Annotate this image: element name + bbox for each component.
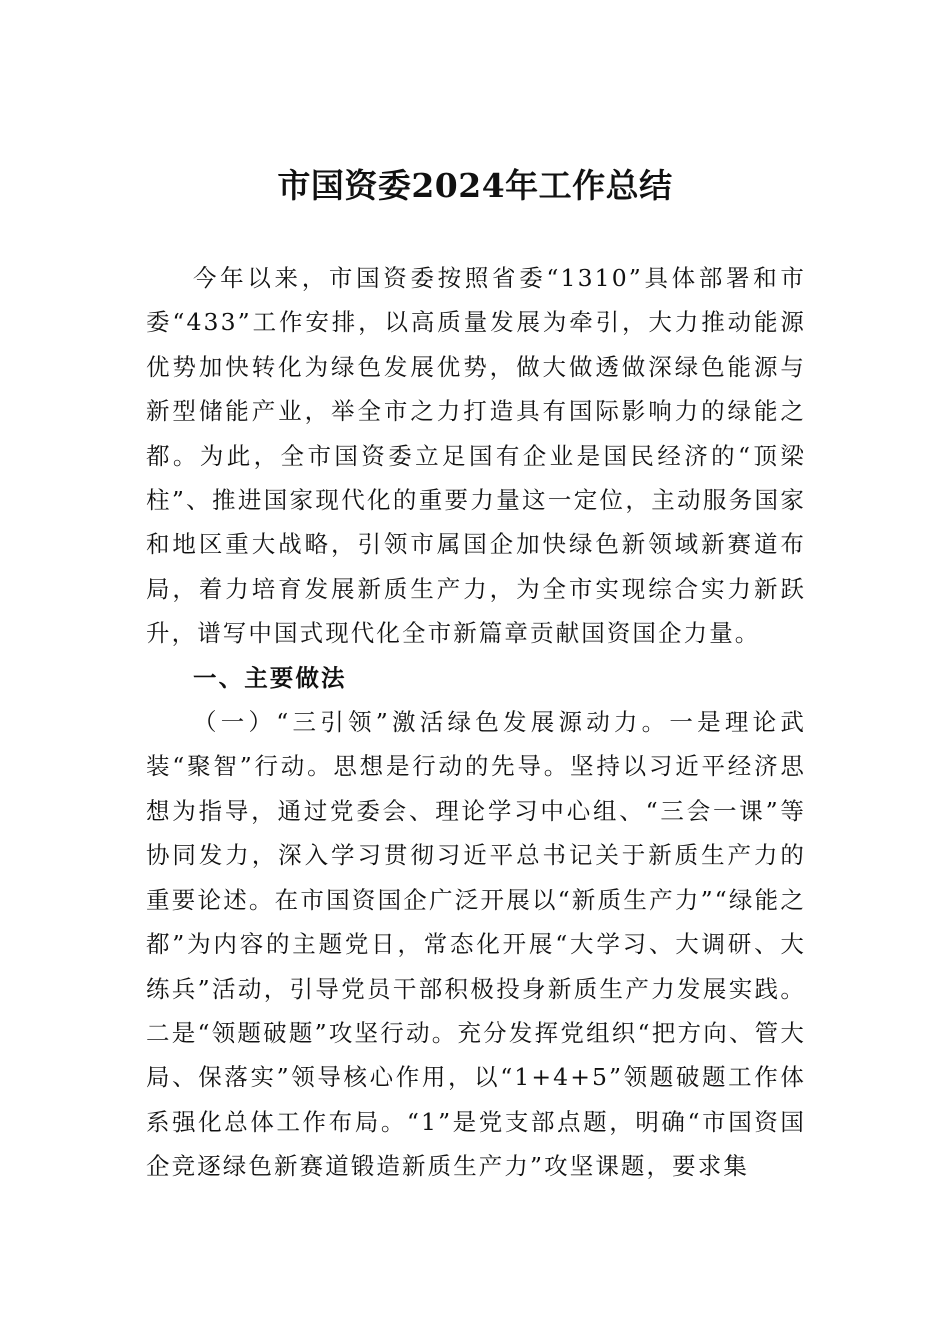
intro-paragraph: 今年以来，市国资委按照省委“1310”具体部署和市委“433”工作安排，以高质量发展为牵引，大力推动能源优势加快转化为绿色发展优势，做大做透做深绿色能源与新型储能产业，举全市之力打造具有国际影响力的绿能之都。为此，全市国资委立足国有企业是国民经济的“顶梁柱”、推进国家现代化的重要力量这一定位，主动服务国家和地区重大战略，引领市属国企加快绿色新领域新赛道布局，着力培育发展新质生产力，为全市实现综合实力新跃升，谱写中国式现代化全市新篇章贡献国资国企力量。: [146, 264, 806, 648]
document-title: 市国资委2024年工作总结: [277, 166, 673, 205]
document-body: [146, 256, 806, 1189]
section-paragraph: （一）“三引领”激活绿色发展源动力。一是理论武装“聚智”行动。思想是行动的先导。坚持以习近平经济思想为指导，通过党委会、理论学习中心组、“三会一课”等协同发力，深入学习贯彻习近平总书记关于新质生产力的重要论述。在市国资国企广泛开展以“新质生产力”“绿能之都”为内容的主题党日，常态化开展“大学习、大调研、大练兵”活动，引导党员干部积极投身新质生产力发展实践。二是“领题破题”攻坚行动。充分发挥党组织“把方向、管大局、保落实”领导核心作用，以“1+4+5”领题破题工作体系强化总体工作布局。“1”是党支部点题，明确“市国资国企竞逐绿色新赛道锻造新质生产力”攻坚课题，要求集: [146, 708, 806, 1181]
section-heading: 一、主要做法: [193, 663, 347, 692]
